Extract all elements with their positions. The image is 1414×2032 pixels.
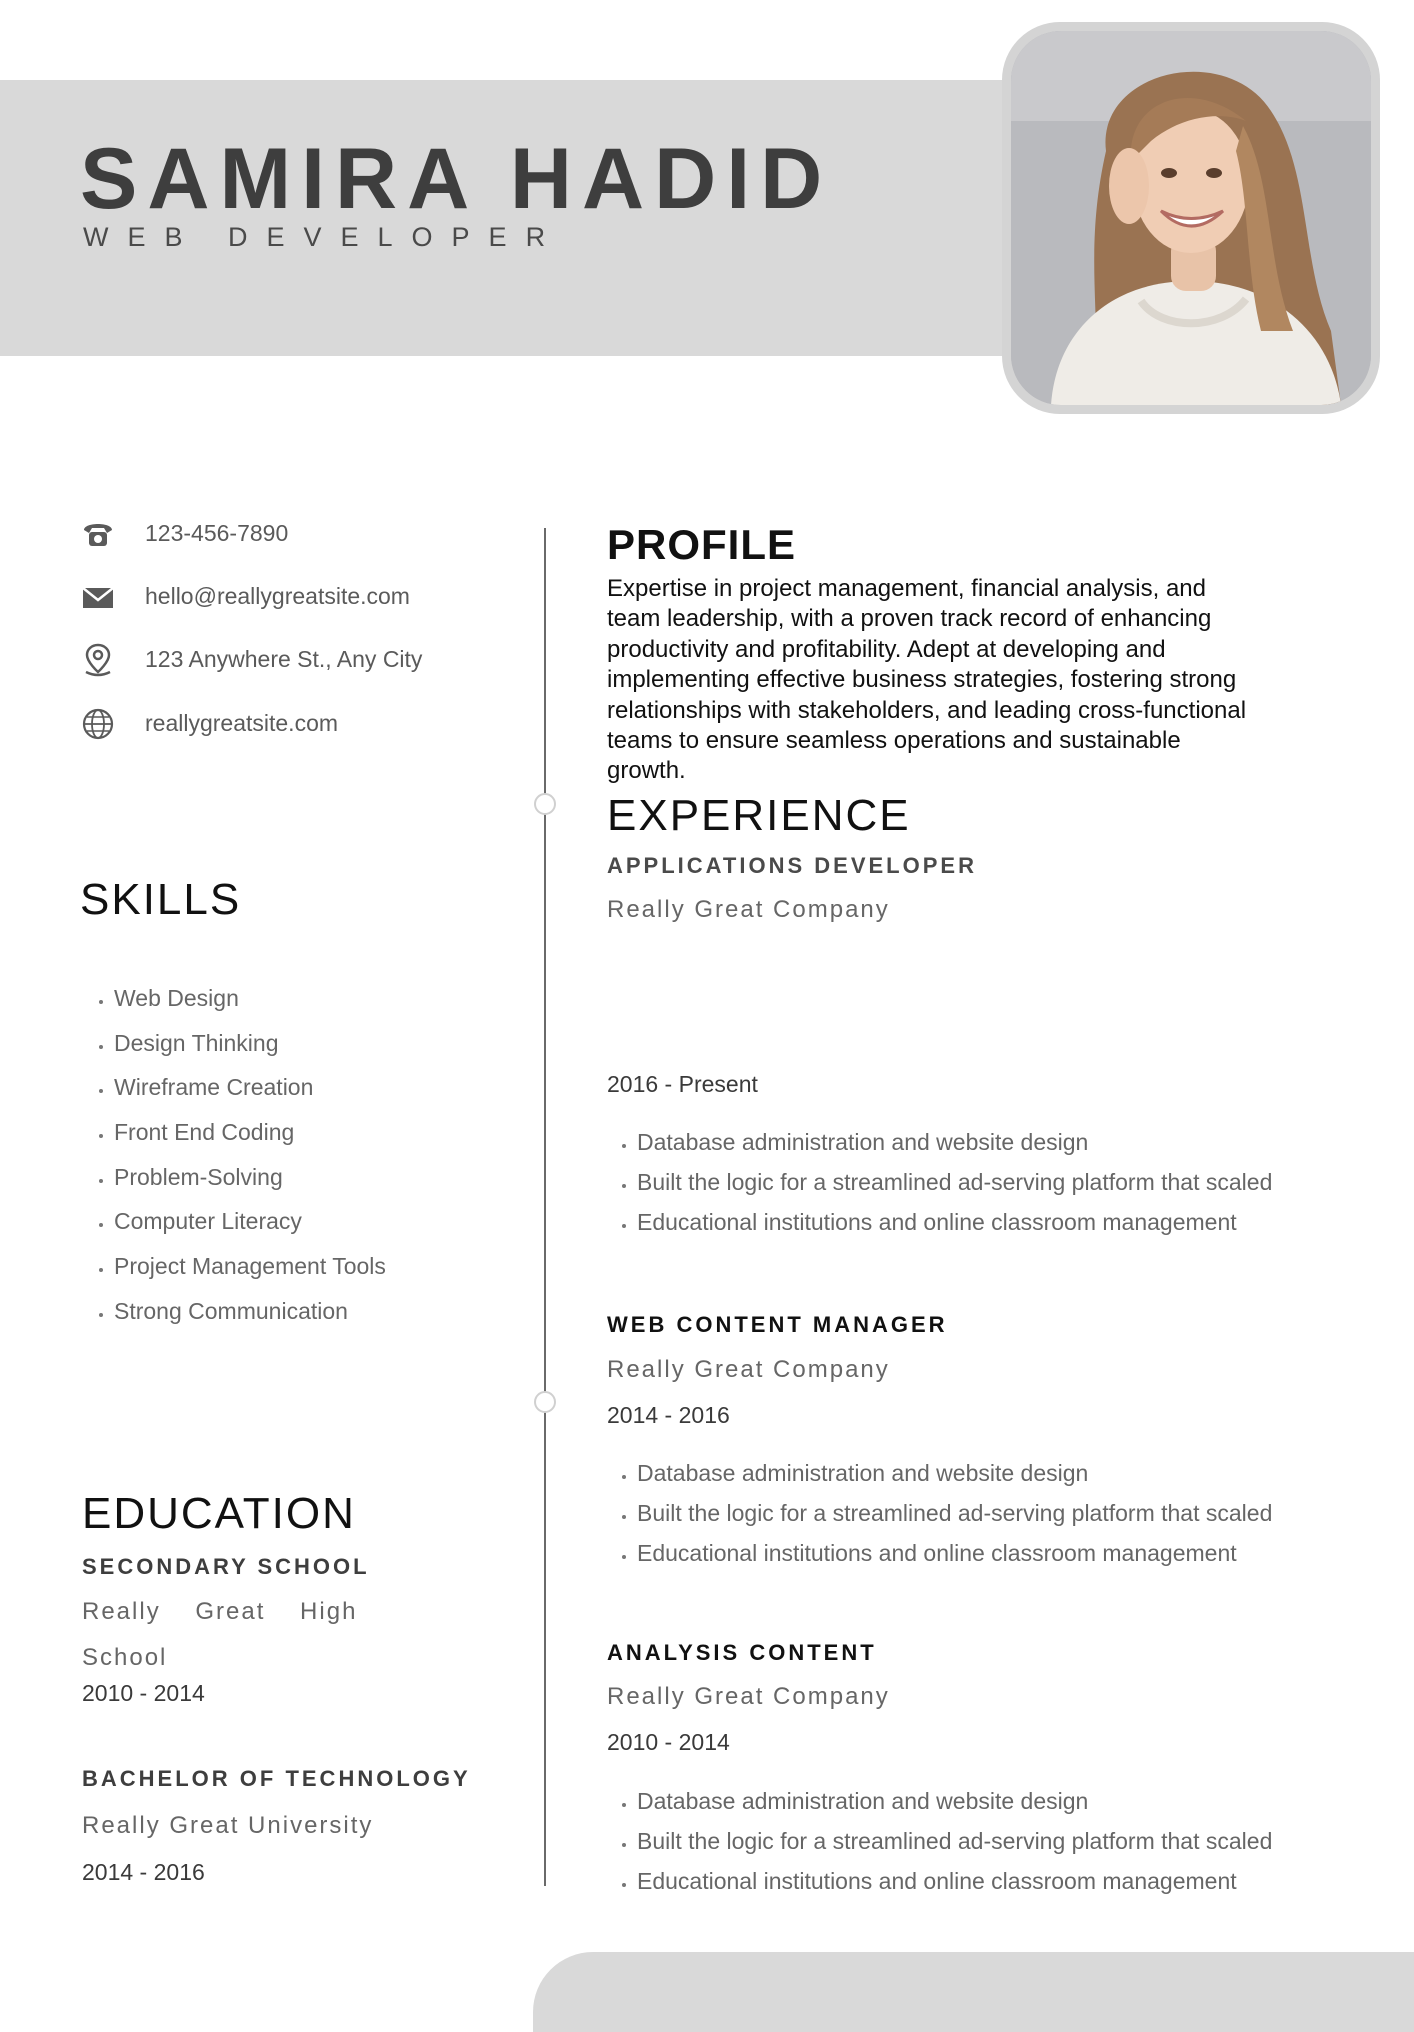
duty-item: • Built the logic for a streamlined ad-serving platform that scaled [637,1164,1337,1204]
job-years: 2014 - 2016 [607,1402,730,1428]
contact-phone: 123-456-7890 [145,520,289,546]
skills-title: SKILLS [80,875,242,924]
profile-title: PROFILE [607,521,797,568]
mail-icon [80,580,116,616]
education-degree: SECONDARY SCHOOL [82,1554,370,1579]
experience-title: EXPERIENCE [607,791,911,840]
job-title: WEB DEVELOPER [83,222,565,252]
job-position: ANALYSIS CONTENT [607,1640,877,1665]
contact-address: 123 Anywhere St., Any City [145,646,423,672]
timeline-dot [534,1391,556,1413]
duty-item: • Educational institutions and online classroom management [637,1863,1337,1903]
timeline-line [544,528,546,1886]
profile-photo [1011,31,1371,405]
job-position: APPLICATIONS DEVELOPER [607,853,977,878]
job-position: WEB CONTENT MANAGER [607,1312,948,1337]
skills-list [80,980,534,1338]
duty-item: • Built the logic for a streamlined ad-serving platform that scaled [637,1823,1337,1863]
education-title: EDUCATION [82,1489,356,1538]
job-years: 2016 - Present [607,1071,758,1097]
duty-item: • Educational institutions and online classroom management [637,1204,1337,1244]
job-duties [607,1124,1337,1244]
skill-item: • Wireframe Creation [114,1069,534,1114]
location-pin-icon [80,642,116,678]
candidate-name: SAMIRA HADID [80,131,833,227]
skill-item: • Web Design [114,980,534,1025]
duty-item: • Built the logic for a streamlined ad-serving platform that scaled [637,1495,1337,1535]
skill-item: • Computer Literacy [114,1203,534,1248]
education-years: 2014 - 2016 [82,1859,205,1885]
education-school-continued: School [82,1644,168,1671]
contact-website: reallygreatsite.com [145,710,339,736]
duty-item: • Database administration and website design [637,1455,1337,1495]
contact-email: hello@reallygreatsite.com [145,583,410,609]
job-duties [607,1783,1337,1903]
duty-item: • Educational institutions and online classroom management [637,1535,1337,1575]
skill-item: • Design Thinking [114,1025,534,1070]
job-duties [607,1455,1337,1575]
job-years: 2010 - 2014 [607,1729,730,1755]
skill-item: • Project Management Tools [114,1248,534,1293]
education-years: 2010 - 2014 [82,1680,205,1706]
duty-item: • Database administration and website design [637,1783,1337,1823]
portrait-illustration [1011,31,1371,405]
skill-item: • Front End Coding [114,1114,534,1159]
skill-item: • Problem-Solving [114,1159,534,1204]
profile-summary: Expertise in project management, financial analysis, and team leadership, with a proven track record of enhancing productivity and profitability. Adept at developing and implementing effective business strategies, fostering strong relationships with stakeholders, and leading cross-functional teams to ensure seamless operations and sustainable growth. [607,575,1247,785]
globe-icon [80,706,116,742]
skill-item: • Strong Communication [114,1293,534,1338]
education-school: Really Great University [82,1812,374,1839]
job-company: Really Great Company [607,1356,890,1383]
job-company: Really Great Company [607,896,890,923]
footer-band [533,1952,1414,2032]
job-company: Really Great Company [607,1683,890,1710]
education-school: Really Great High [82,1598,358,1625]
education-degree: BACHELOR OF TECHNOLOGY [82,1766,471,1791]
phone-icon [80,516,116,552]
duty-item: • Database administration and website design [637,1124,1337,1164]
timeline-dot [534,793,556,815]
